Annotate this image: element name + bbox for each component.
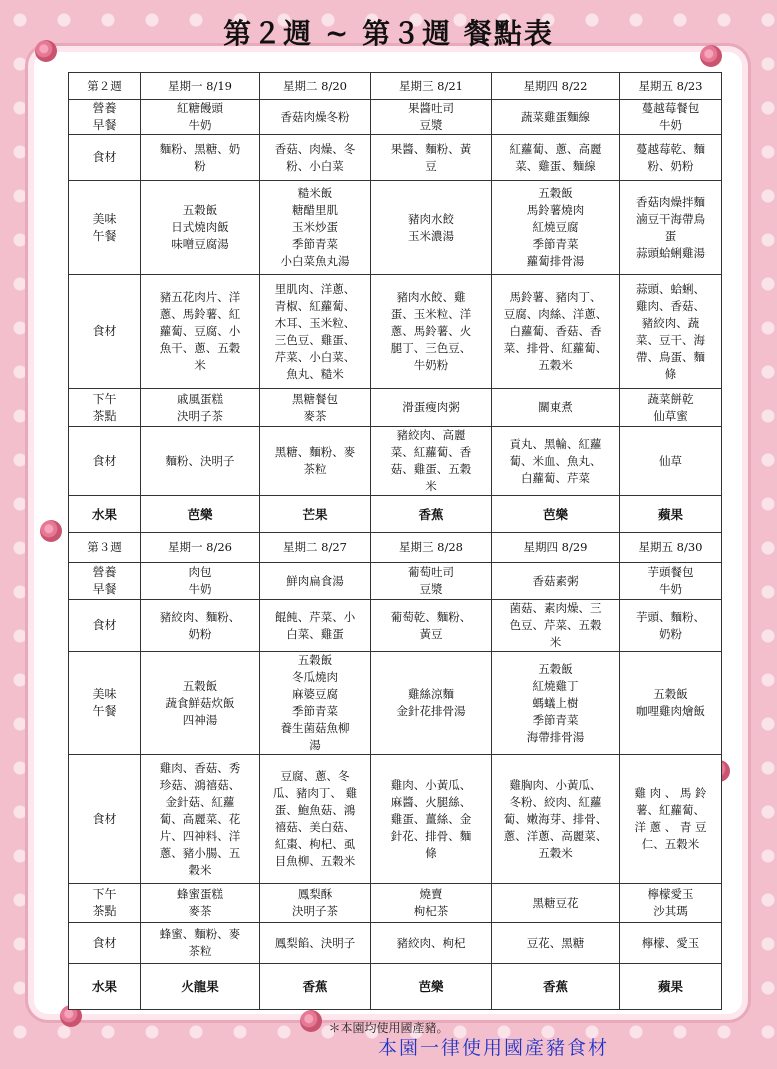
menu-cell: 蜂蜜蛋糕 麥茶 <box>141 884 260 923</box>
menu-cell: 鳳梨酥 決明子茶 <box>260 884 371 923</box>
menu-cell: 麵粉、黑糖、奶 粉 <box>141 135 260 181</box>
menu-cell: 蒜頭、蛤蜊、 雞肉、香菇、 豬絞肉、蔬 菜、豆干、海 帶、鳥蛋、麵 條 <box>620 275 722 389</box>
row-label: 美味 午餐 <box>69 181 141 275</box>
row-label: 美味 午餐 <box>69 652 141 755</box>
meal-table <box>68 72 722 1010</box>
menu-cell: 滑蛋瘦肉粥 <box>371 389 492 427</box>
menu-cell: 五穀飯 馬鈴薯燒肉 紅燒豆腐 季節青菜 蘿蔔排骨湯 <box>492 181 620 275</box>
row-label: 食材 <box>69 600 141 652</box>
menu-cell: 麵粉、決明子 <box>141 427 260 496</box>
table-row <box>69 923 722 964</box>
menu-cell: 芭樂 <box>141 496 260 533</box>
rose-decoration <box>40 520 62 542</box>
table-row <box>69 389 722 427</box>
day-header: 星期三 8/21 <box>371 73 492 100</box>
menu-cell: 果醬吐司 豆漿 <box>371 100 492 135</box>
fruit-row <box>69 496 722 533</box>
fruit-row <box>69 964 722 1010</box>
menu-cell: 菌菇、素肉燥、三 色豆、芹菜、五穀 米 <box>492 600 620 652</box>
menu-cell: 豆花、黑糖 <box>492 923 620 964</box>
menu-cell: 雞胸肉、小黃瓜、 冬粉、絞肉、紅蘿 蔔、嫩海芽、排骨、 蔥、洋蔥、高麗菜、 五穀米 <box>492 755 620 884</box>
menu-cell: 芋頭餐包 牛奶 <box>620 563 722 600</box>
menu-cell: 檸檬愛玉 沙其瑪 <box>620 884 722 923</box>
menu-cell: 馬鈴薯、豬肉丁、 豆腐、肉絲、洋蔥、 白蘿蔔、香菇、香 菜、排骨、紅蘿蔔、 五穀米 <box>492 275 620 389</box>
menu-cell: 五穀飯 蔬食鮮菇炊飯 四神湯 <box>141 652 260 755</box>
menu-cell: 蔬菜餅乾 仙草蜜 <box>620 389 722 427</box>
menu-cell: 五穀飯 日式燒肉飯 味噌豆腐湯 <box>141 181 260 275</box>
menu-cell: 香蕉 <box>260 964 371 1010</box>
menu-cell: 蘋果 <box>620 496 722 533</box>
menu-cell: 五穀飯 紅燒雞丁 螞蟻上樹 季節青菜 海帶排骨湯 <box>492 652 620 755</box>
row-label: 水果 <box>69 496 141 533</box>
menu-cell: 蔓越莓乾、麵 粉、奶粉 <box>620 135 722 181</box>
row-label: 營養 早餐 <box>69 100 141 135</box>
week3-header-row <box>69 533 722 563</box>
menu-cell: 豬絞肉、麵粉、 奶粉 <box>141 600 260 652</box>
page-title: 第２週 ~ 第３週 餐點表 <box>223 17 554 50</box>
table-row <box>69 755 722 884</box>
table-row <box>69 884 722 923</box>
menu-cell: 芭樂 <box>371 964 492 1010</box>
menu-cell: 葡萄乾、麵粉、 黃豆 <box>371 600 492 652</box>
menu-cell: 鳳梨餡、決明子 <box>260 923 371 964</box>
menu-cell: 紅糖饅頭 牛奶 <box>141 100 260 135</box>
menu-cell: 豬五花肉片、洋 蔥、馬鈴薯、紅 蘿蔔、豆腐、小 魚干、蔥、五穀 米 <box>141 275 260 389</box>
week2-header-row <box>69 73 722 100</box>
menu-cell: 五穀飯 冬瓜燒肉 麻婆豆腐 季節青菜 養生菌菇魚柳 湯 <box>260 652 371 755</box>
table-row <box>69 652 722 755</box>
menu-cell: 蘋果 <box>620 964 722 1010</box>
menu-cell: 芭樂 <box>492 496 620 533</box>
day-header: 星期四 8/29 <box>492 533 620 563</box>
menu-cell: 豆腐、蔥、冬 瓜、豬肉丁、 雞 蛋、鮑魚菇、鴻 禧菇、美白菇、 紅棗、枸杞、虱 目魚柳、五穀米 <box>260 755 371 884</box>
row-label: 食材 <box>69 923 141 964</box>
menu-cell: 雞肉、小黃瓜、 麻醬、火腿絲、 雞蛋、薑絲、金 針花、排骨、麵 條 <box>371 755 492 884</box>
menu-cell: 五穀飯 咖哩雞肉燴飯 <box>620 652 722 755</box>
menu-cell: 貢丸、黑輪、紅蘿 蔔、米血、魚丸、 白蘿蔔、芹菜 <box>492 427 620 496</box>
menu-cell: 芒果 <box>260 496 371 533</box>
menu-cell: 蜂蜜、麵粉、麥 茶粒 <box>141 923 260 964</box>
menu-cell: 葡萄吐司 豆漿 <box>371 563 492 600</box>
row-label: 食材 <box>69 135 141 181</box>
table-row <box>69 427 722 496</box>
day-header: 星期四 8/22 <box>492 73 620 100</box>
day-header: 星期一 8/19 <box>141 73 260 100</box>
table-row <box>69 100 722 135</box>
row-label: 食材 <box>69 755 141 884</box>
row-label: 食材 <box>69 427 141 496</box>
pork-note: ＊本園均使用國產豬。 <box>328 1021 449 1035</box>
menu-cell: 黑糖豆花 <box>492 884 620 923</box>
day-header: 星期五 8/30 <box>620 533 722 563</box>
menu-cell: 香菇素粥 <box>492 563 620 600</box>
table-row <box>69 600 722 652</box>
menu-cell: 餛飩、芹菜、小 白菜、雞蛋 <box>260 600 371 652</box>
day-header: 星期三 8/28 <box>371 533 492 563</box>
table-row <box>69 135 722 181</box>
menu-cell: 香菇、肉燥、冬 粉、小白菜 <box>260 135 371 181</box>
menu-cell: 蔓越莓餐包 牛奶 <box>620 100 722 135</box>
menu-cell: 雞 肉 、 馬 鈴 薯、紅蘿蔔、 洋 蔥 、 青 豆 仁、五穀米 <box>620 755 722 884</box>
menu-cell: 黑糖、麵粉、麥 茶粒 <box>260 427 371 496</box>
row-label: 食材 <box>69 275 141 389</box>
menu-cell: 紅蘿蔔、蔥、高麗 菜、雞蛋、麵線 <box>492 135 620 181</box>
menu-cell: 黑糖餐包 麥茶 <box>260 389 371 427</box>
menu-cell: 雞肉、香菇、秀 珍菇、鴻禧菇、 金針菇、紅蘿 蔔、高麗菜、花 片、四神料、洋 蔥、豬小腸、五 穀米 <box>141 755 260 884</box>
menu-cell: 關東煮 <box>492 389 620 427</box>
menu-cell: 香菇肉燥拌麵 滷豆干海帶鳥 蛋 蒜頭蛤蜊雞湯 <box>620 181 722 275</box>
row-label: 營養 早餐 <box>69 563 141 600</box>
menu-cell: 燒賣 枸杞茶 <box>371 884 492 923</box>
menu-cell: 火龍果 <box>141 964 260 1010</box>
table-row <box>69 181 722 275</box>
menu-cell: 果醬、麵粉、黃 豆 <box>371 135 492 181</box>
menu-cell: 鮮肉扁食湯 <box>260 563 371 600</box>
menu-cell: 糙米飯 糖醋里肌 玉米炒蛋 季節青菜 小白菜魚丸湯 <box>260 181 371 275</box>
menu-cell: 仙草 <box>620 427 722 496</box>
day-header: 星期二 8/20 <box>260 73 371 100</box>
day-header: 星期一 8/26 <box>141 533 260 563</box>
menu-cell: 豬肉水餃、雞 蛋、玉米粒、洋 蔥、馬鈴薯、火 腿丁、三色豆、 牛奶粉 <box>371 275 492 389</box>
menu-cell: 豬絞肉、枸杞 <box>371 923 492 964</box>
row-label: 水果 <box>69 964 141 1010</box>
day-header: 星期二 8/27 <box>260 533 371 563</box>
menu-cell: 香菇肉燥冬粉 <box>260 100 371 135</box>
menu-cell: 豬肉水餃 玉米濃湯 <box>371 181 492 275</box>
row-label: 下午 茶點 <box>69 884 141 923</box>
pork-banner: 本園一律使用國產豬食材 <box>378 1037 610 1059</box>
menu-cell: 肉包 牛奶 <box>141 563 260 600</box>
week-label: 第２週 <box>69 73 141 100</box>
table-row <box>69 563 722 600</box>
menu-cell: 香蕉 <box>492 964 620 1010</box>
menu-cell: 雞絲涼麵 金針花排骨湯 <box>371 652 492 755</box>
menu-cell: 芋頭、麵粉、 奶粉 <box>620 600 722 652</box>
table-row <box>69 275 722 389</box>
menu-cell: 檸檬、愛玉 <box>620 923 722 964</box>
menu-cell: 香蕉 <box>371 496 492 533</box>
meal-table-body <box>69 73 722 1010</box>
menu-cell: 戚風蛋糕 決明子茶 <box>141 389 260 427</box>
week-label: 第３週 <box>69 533 141 563</box>
row-label: 下午 茶點 <box>69 389 141 427</box>
day-header: 星期五 8/23 <box>620 73 722 100</box>
menu-cell: 蔬菜雞蛋麵線 <box>492 100 620 135</box>
menu-cell: 豬絞肉、高麗 菜、紅蘿蔔、香 菇、雞蛋、五穀 米 <box>371 427 492 496</box>
menu-cell: 里肌肉、洋蔥、 青椒、紅蘿蔔、 木耳、玉米粒、 三色豆、雞蛋、 芹菜、小白菜、 魚丸、糙米 <box>260 275 371 389</box>
